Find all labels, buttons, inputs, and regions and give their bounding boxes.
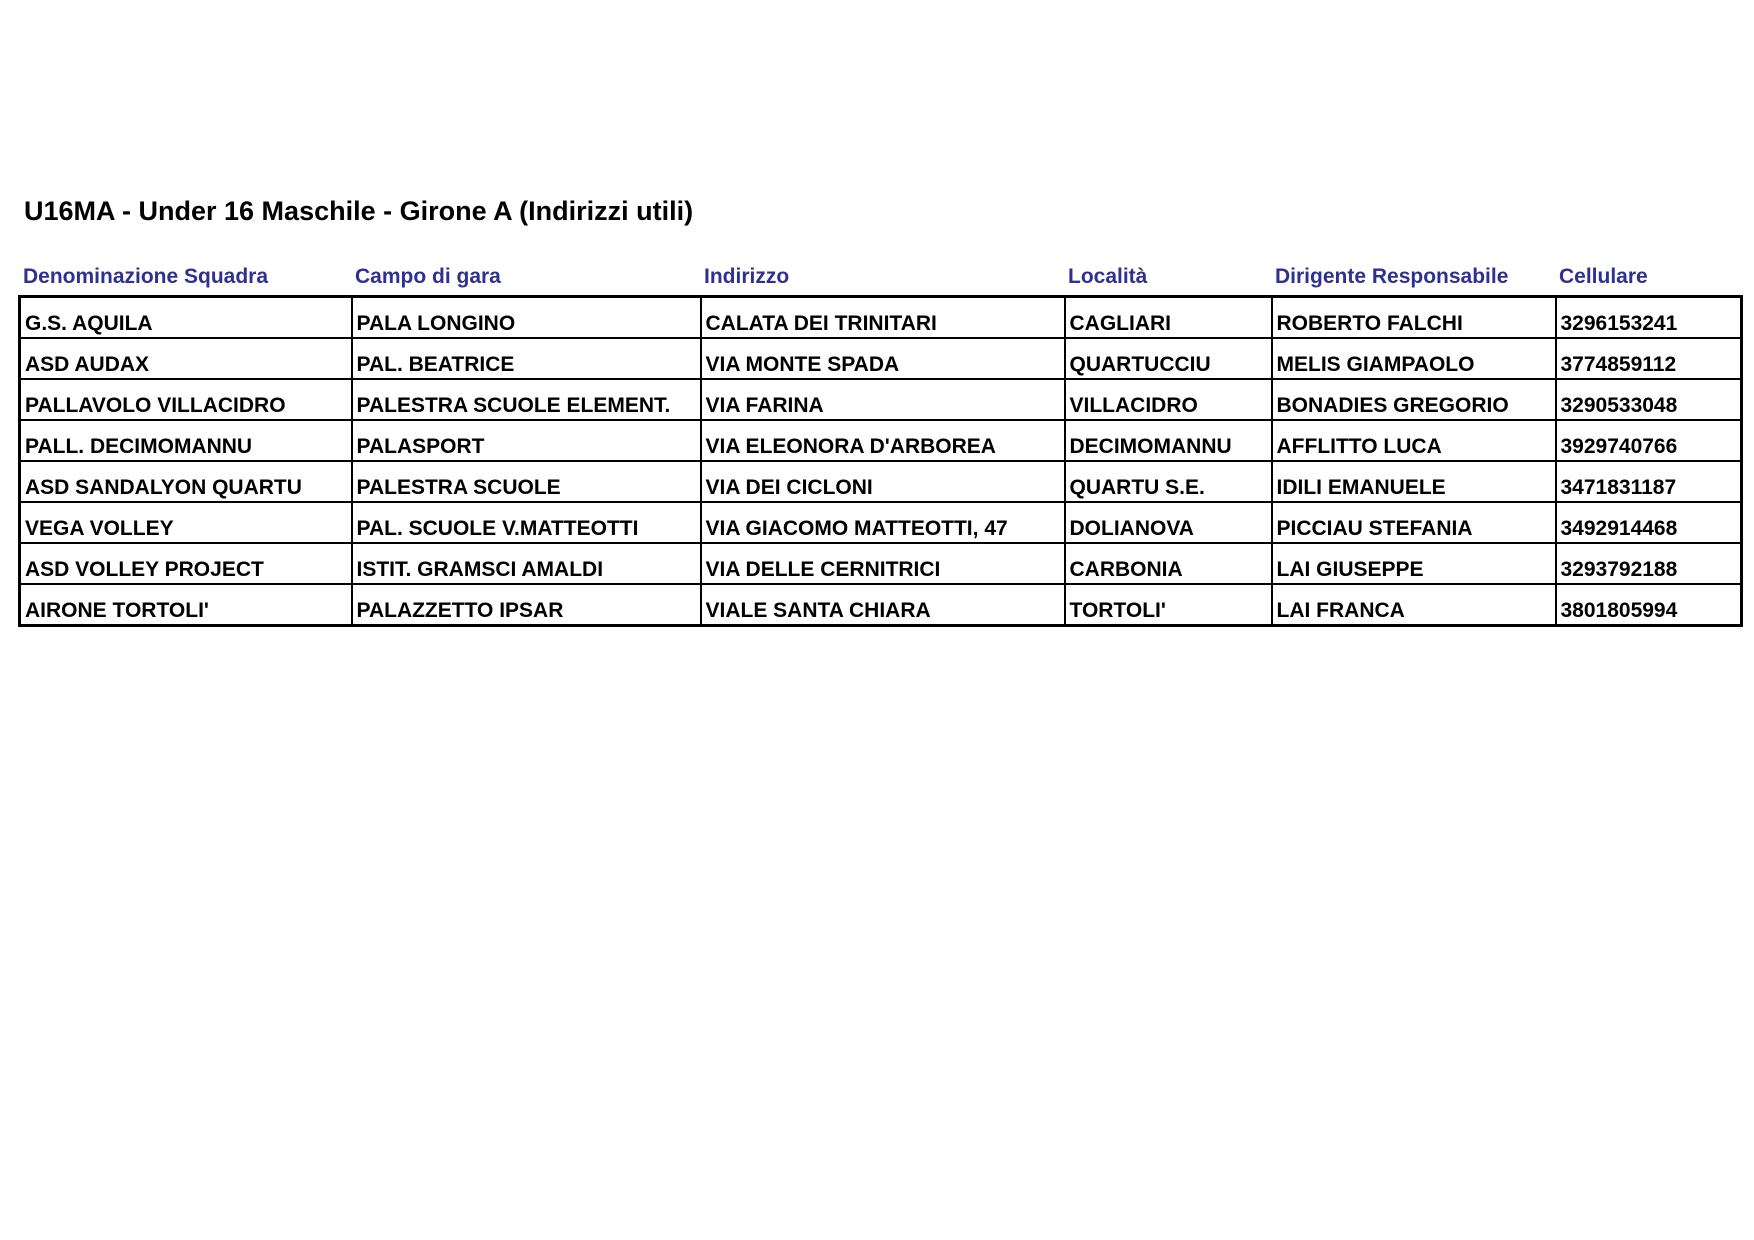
table-row [20, 584, 1742, 626]
manager-cell: LAI GIUSEPPE [1272, 543, 1556, 584]
header-localita: Località [1068, 265, 1148, 288]
phone-cell: 3290533048 [1556, 379, 1742, 420]
manager-cell: LAI FRANCA [1272, 584, 1556, 626]
address-cell: VIA MONTE SPADA [701, 338, 1065, 379]
venue-cell: PALASPORT [352, 420, 701, 461]
city-cell: QUARTUCCIU [1065, 338, 1272, 379]
table-row [20, 461, 1742, 502]
city-cell: DOLIANOVA [1065, 502, 1272, 543]
city-cell: QUARTU S.E. [1065, 461, 1272, 502]
address-cell: VIA ELEONORA D'ARBOREA [701, 420, 1065, 461]
venue-cell: PALESTRA SCUOLE [352, 461, 701, 502]
phone-cell: 3801805994 [1556, 584, 1742, 626]
table-header-row [18, 265, 1740, 293]
manager-cell: AFFLITTO LUCA [1272, 420, 1556, 461]
city-cell: CAGLIARI [1065, 297, 1272, 339]
manager-cell: MELIS GIAMPAOLO [1272, 338, 1556, 379]
team-name-cell: ASD SANDALYON QUARTU [20, 461, 352, 502]
table-row [20, 420, 1742, 461]
table-row [20, 379, 1742, 420]
venue-cell: PAL. BEATRICE [352, 338, 701, 379]
team-name-cell: ASD VOLLEY PROJECT [20, 543, 352, 584]
team-name-cell: G.S. AQUILA [20, 297, 352, 339]
manager-cell: PICCIAU STEFANIA [1272, 502, 1556, 543]
header-denominazione-squadra: Denominazione Squadra [23, 265, 269, 288]
address-cell: VIA DEI CICLONI [701, 461, 1065, 502]
venue-cell: PAL. SCUOLE V.MATTEOTTI [352, 502, 701, 543]
header-campo-di-gara: Campo di gara [355, 265, 501, 288]
address-cell: VIA FARINA [701, 379, 1065, 420]
city-cell: DECIMOMANNU [1065, 420, 1272, 461]
venue-cell: PALAZZETTO IPSAR [352, 584, 701, 626]
phone-cell: 3471831187 [1556, 461, 1742, 502]
venue-cell: PALA LONGINO [352, 297, 701, 339]
phone-cell: 3293792188 [1556, 543, 1742, 584]
phone-cell: 3296153241 [1556, 297, 1742, 339]
team-name-cell: PALLAVOLO VILLACIDRO [20, 379, 352, 420]
table-row [20, 297, 1742, 339]
address-cell: VIALE SANTA CHIARA [701, 584, 1065, 626]
city-cell: TORTOLI' [1065, 584, 1272, 626]
teams-table-body [20, 297, 1742, 626]
teams-table [18, 295, 1743, 627]
manager-cell: BONADIES GREGORIO [1272, 379, 1556, 420]
address-cell: CALATA DEI TRINITARI [701, 297, 1065, 339]
phone-cell: 3492914468 [1556, 502, 1742, 543]
header-indirizzo: Indirizzo [704, 265, 790, 288]
address-cell: VIA GIACOMO MATTEOTTI, 47 [701, 502, 1065, 543]
phone-cell: 3774859112 [1556, 338, 1742, 379]
table-row [20, 502, 1742, 543]
team-name-cell: PALL. DECIMOMANNU [20, 420, 352, 461]
team-name-cell: ASD AUDAX [20, 338, 352, 379]
table-row [20, 543, 1742, 584]
phone-cell: 3929740766 [1556, 420, 1742, 461]
team-name-cell: AIRONE TORTOLI' [20, 584, 352, 626]
table-row [20, 338, 1742, 379]
manager-cell: ROBERTO FALCHI [1272, 297, 1556, 339]
manager-cell: IDILI EMANUELE [1272, 461, 1556, 502]
address-cell: VIA DELLE CERNITRICI [701, 543, 1065, 584]
city-cell: CARBONIA [1065, 543, 1272, 584]
header-dirigente-responsabile: Dirigente Responsabile [1275, 265, 1509, 288]
venue-cell: ISTIT. GRAMSCI AMALDI [352, 543, 701, 584]
page-title: U16MA - Under 16 Maschile - Girone A (Indirizzi utili) [24, 196, 694, 226]
team-name-cell: VEGA VOLLEY [20, 502, 352, 543]
city-cell: VILLACIDRO [1065, 379, 1272, 420]
venue-cell: PALESTRA SCUOLE ELEMENT. [352, 379, 701, 420]
header-cellulare: Cellulare [1559, 265, 1648, 288]
